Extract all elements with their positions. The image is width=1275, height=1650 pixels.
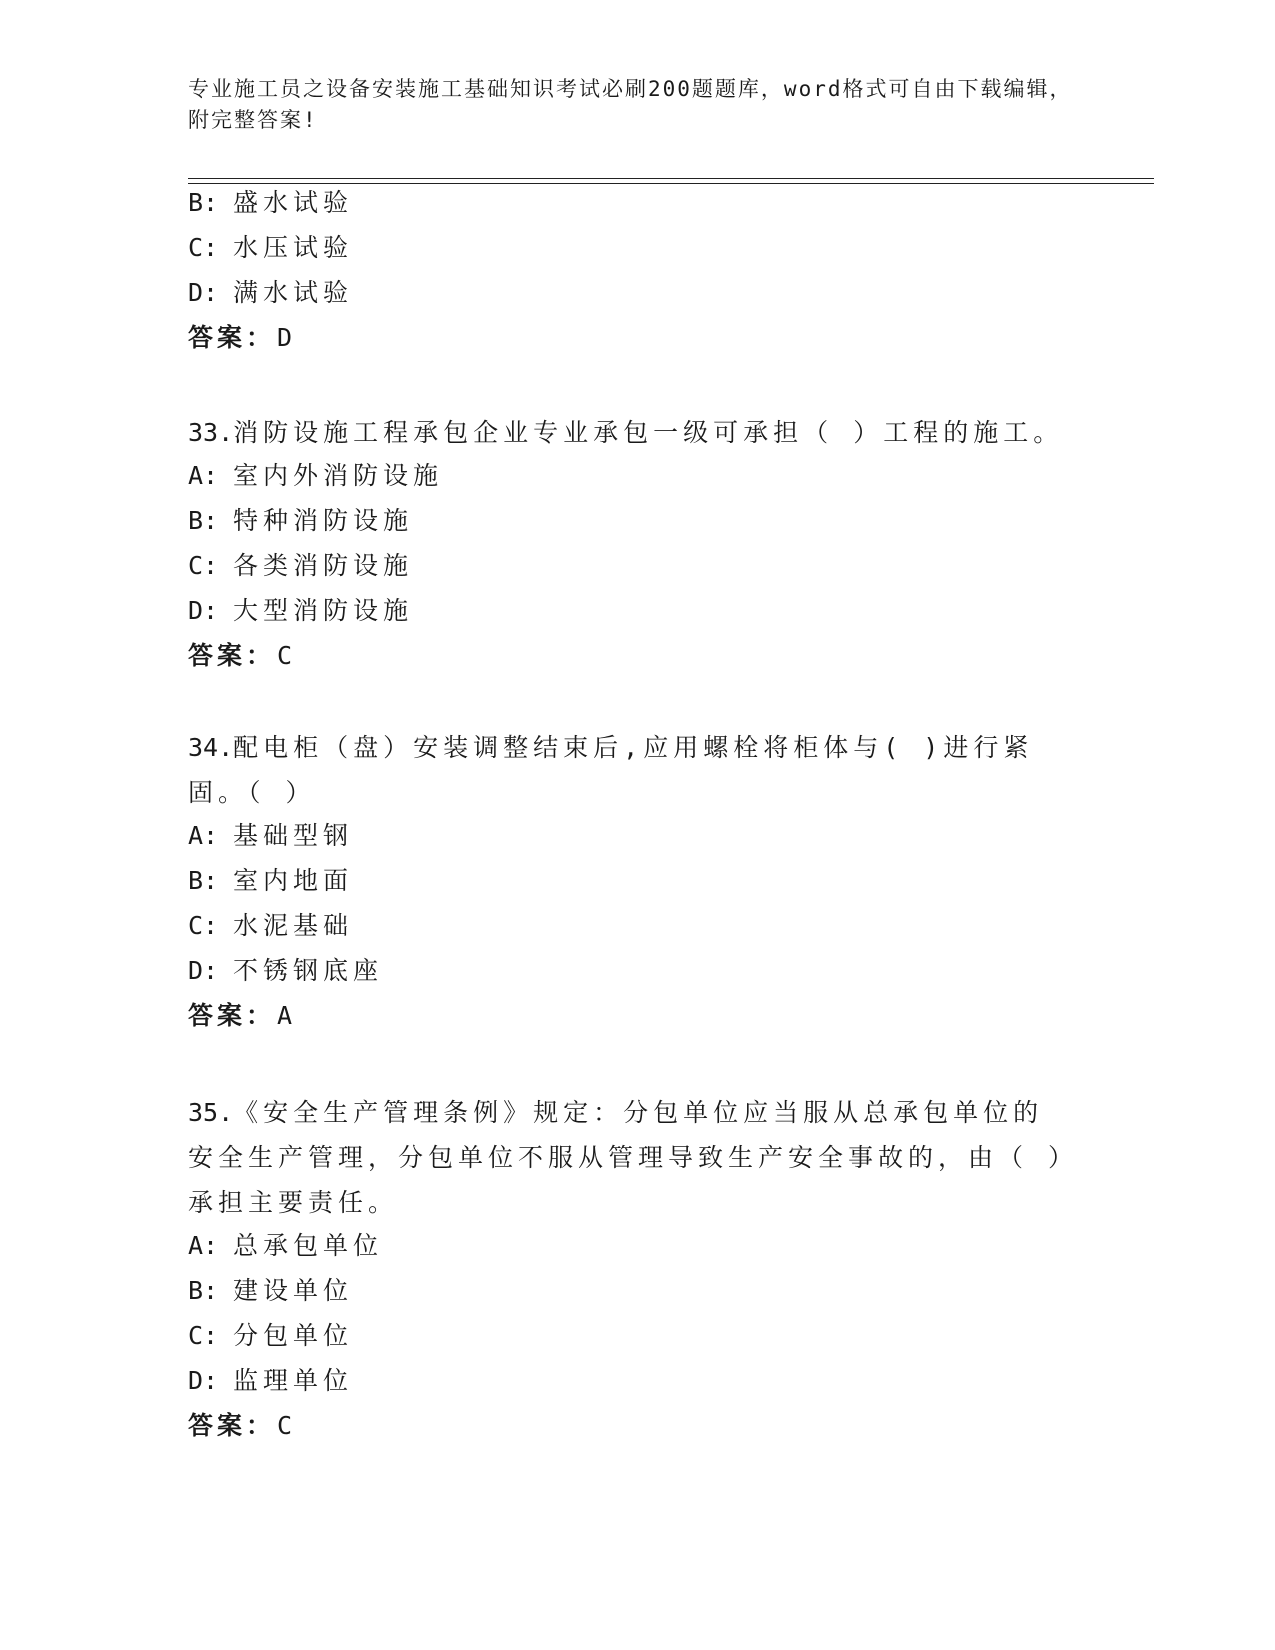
option-b: B: 室内地面 <box>188 866 354 895</box>
document-header: 专业施工员之设备安装施工基础知识考试必刷200题题库，word格式可自由下载编辑，附完整答案! <box>188 77 1073 132</box>
header-divider-bottom <box>188 183 1154 184</box>
option-b: B: 特种消防设施 <box>188 506 414 535</box>
option-a: A: 室内外消防设施 <box>188 461 444 490</box>
question-text: 35.《安全生产管理条例》规定：分包单位应当服从总承包单位的安全生产管理，分包单位不服从管理导致生产安全事故的，由（ ）承担主要责任。 <box>188 1098 1066 1217</box>
option-b: B: 建设单位 <box>188 1276 354 1305</box>
option-c: C: 各类消防设施 <box>188 551 414 580</box>
option-c: C: 分包单位 <box>188 1321 354 1350</box>
option-d: D: 大型消防设施 <box>188 596 414 625</box>
option-d: D: 满水试验 <box>188 278 354 307</box>
option-d: D: 不锈钢底座 <box>188 956 384 985</box>
option-a: A: 总承包单位 <box>188 1231 384 1260</box>
answer: 答案：C <box>188 641 295 670</box>
option-b: B: 盛水试验 <box>188 188 354 217</box>
option-a: A: 基础型钢 <box>188 821 354 850</box>
answer: 答案：C <box>188 1411 295 1440</box>
answer: 答案：A <box>188 1001 295 1030</box>
option-c: C: 水压试验 <box>188 233 354 262</box>
question-text: 34.配电柜（盘）安装调整结束后,应用螺栓将柜体与( )进行紧固。（ ） <box>188 733 1034 807</box>
answer: 答案：D <box>188 323 295 352</box>
header-divider-top <box>188 178 1154 179</box>
question-text: 33.消防设施工程承包企业专业承包一级可承担（ ）工程的施工。 <box>188 418 1064 447</box>
option-d: D: 监理单位 <box>188 1366 354 1395</box>
option-c: C: 水泥基础 <box>188 911 354 940</box>
